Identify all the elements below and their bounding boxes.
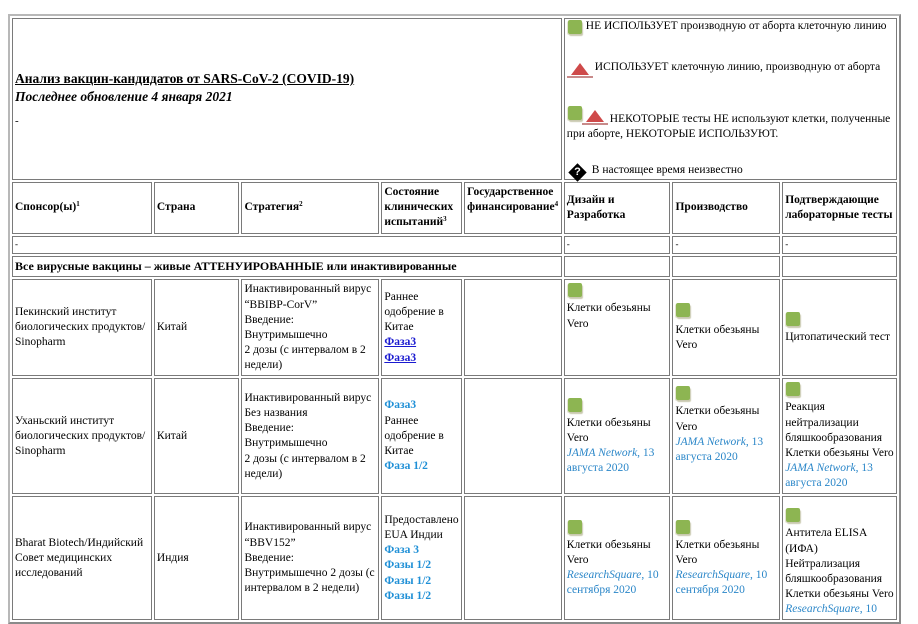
reference-link[interactable]: JAMA Network xyxy=(785,462,856,475)
phase-link[interactable]: Фазы 1/2 xyxy=(384,589,432,602)
table-row xyxy=(12,496,897,620)
reference-link[interactable]: JAMA Network xyxy=(675,435,746,448)
spacer-cell: - xyxy=(564,236,671,254)
reference-link[interactable]: ResearchSquare xyxy=(675,568,750,581)
spacer-cell: - xyxy=(12,236,562,254)
vaccine-analysis-table xyxy=(8,14,901,624)
green-square-icon xyxy=(676,520,690,534)
column-header-lab-tests: Подтверждающие лабораторные тесты xyxy=(782,182,897,234)
table-row xyxy=(12,378,897,494)
page-title: Анализ вакцин-кандидатов от SARS-CoV-2 (COVID-19) xyxy=(15,70,355,86)
funding-cell xyxy=(464,378,562,494)
lab-tests-cell: Антитела ELISA (ИФА) Нейтрализация бляшкообразования Клетки обезьяны Vero ResearchSquare, 10 xyxy=(782,496,897,620)
red-triangle-icon xyxy=(586,110,604,122)
trial-status-cell: Раннее одобрение в Китае Фаза3 Фаза3 xyxy=(381,279,462,376)
last-updated: Последнее обновление 4 января 2021 xyxy=(15,88,233,104)
title-row xyxy=(12,18,897,180)
production-cell: Клетки обезьяны Vero JAMA Network, 13 августа 2020 xyxy=(672,378,780,494)
phase-link[interactable]: Фаза3 xyxy=(384,336,417,349)
reference-link[interactable]: ResearchSquare xyxy=(566,568,642,581)
sponsor-cell: Пекинский институт биологических продуктов/ Sinopharm xyxy=(12,279,152,376)
reference-link[interactable]: ResearchSquare xyxy=(785,603,860,616)
green-square-icon xyxy=(676,386,690,400)
title-cell xyxy=(12,18,562,180)
green-square-icon xyxy=(568,106,582,120)
phase-link[interactable]: Фаза3 xyxy=(384,351,417,364)
lab-tests-cell: Реакция нейтрализации бляшкообразования Клетки обезьяны Vero JAMA Network, 13 августа 2020 xyxy=(782,378,897,494)
dash: - xyxy=(15,114,19,127)
legend-item-some: НЕКОТОРЫЕ тесты НЕ используют клетки, полученные при аборте, НЕКОТОРЫЕ ИСПОЛЬЗУЮТ. xyxy=(567,105,894,142)
strategy-cell: Инактивированный вирус Без названия Введение: Внутримышечно 2 дозы (с интервалом в 2 недели) xyxy=(241,378,379,494)
funding-cell xyxy=(464,496,562,620)
green-square-icon xyxy=(568,398,582,412)
column-header-strategy: Стратегия$^2$ xyxy=(241,182,379,234)
trial-status-cell: Предоставлено EUA Индии Фаза 3 Фазы 1/2 Фазы 1/2 Фазы 1/2 xyxy=(381,496,462,620)
phase-link[interactable]: Фаза 3 xyxy=(384,544,419,557)
section-row xyxy=(12,256,897,278)
design-cell: Клетки обезьяны Vero JAMA Network, 13 августа 2020 xyxy=(564,378,671,494)
table-row xyxy=(12,279,897,376)
column-header-design: Дизайн и Разработка xyxy=(564,182,671,234)
legend xyxy=(564,18,897,180)
phase-link[interactable]: Фаза 1/2 xyxy=(384,460,428,473)
column-header-production: Производство xyxy=(672,182,780,234)
phase-link[interactable]: Фазы 1/2 xyxy=(384,559,432,572)
legend-item-not-uses: НЕ ИСПОЛЬЗУЕТ производную от аборта клеточную линию xyxy=(567,19,894,38)
sponsor-cell: Bharat Biotech/Индийский Совет медицинских исследований xyxy=(12,496,152,620)
production-cell: Клетки обезьяны Vero xyxy=(672,279,780,376)
legend-item-unknown: ? В настоящее время неизвестно xyxy=(567,163,894,179)
strategy-cell: Инактивированный вирус “BBV152” Введение: Внутримышечно 2 дозы (с интервалом в 2 недели) xyxy=(241,496,379,620)
green-square-icon xyxy=(568,520,582,534)
trial-status-cell: Фаза3 Раннее одобрение в Китае Фаза 1/2 xyxy=(381,378,462,494)
funding-cell xyxy=(464,279,562,376)
reference-link[interactable]: JAMA Network xyxy=(566,446,638,459)
lab-tests-cell: Цитопатический тест xyxy=(782,279,897,376)
empty-cell xyxy=(672,256,780,278)
green-square-icon xyxy=(568,20,582,34)
country-cell: Китай xyxy=(154,378,240,494)
country-cell: Индия xyxy=(154,496,240,620)
green-square-icon xyxy=(786,312,800,326)
production-cell: Клетки обезьяны Vero ResearchSquare, 10 сентября 2020 xyxy=(672,496,780,620)
column-header-funding: Государственное финансирование$^4$ xyxy=(464,182,562,234)
design-cell: Клетки обезьяны Vero xyxy=(564,279,671,376)
spacer-cell: - xyxy=(672,236,780,254)
green-square-icon xyxy=(568,283,582,297)
empty-cell xyxy=(782,256,897,278)
sponsor-cell: Уханьский институт биологических продуктов/ Sinopharm xyxy=(12,378,152,494)
phase-link[interactable]: Фаза3 xyxy=(384,399,417,412)
section-heading: Все вирусные вакцины – живые АТТЕНУИРОВАННЫЕ или инактивированные xyxy=(12,256,562,278)
country-cell: Китай xyxy=(154,279,240,376)
red-triangle-icon xyxy=(571,63,589,75)
green-square-icon xyxy=(786,508,800,522)
column-header-sponsor: $Спонсор(ы)^1$ xyxy=(12,182,152,234)
spacer-cell: - xyxy=(782,236,897,254)
spacer-row xyxy=(12,236,897,254)
design-cell: Клетки обезьяны Vero ResearchSquare, 10 сентября 2020 xyxy=(564,496,671,620)
column-header-trial-status: Состояние клинических испытаний$^3$ xyxy=(381,182,462,234)
legend-item-uses: ИСПОЛЬЗУЕТ клеточную линию, производную от аборта xyxy=(567,60,894,75)
question-diamond-icon: ? xyxy=(568,163,586,181)
column-header-country: Страна xyxy=(154,182,240,234)
empty-cell xyxy=(564,256,671,278)
strategy-cell: Инактивированный вирус “BBIBP-CorV” Введение: Внутримышечно 2 дозы (с интервалом в 2 недели) xyxy=(241,279,379,376)
green-square-icon xyxy=(676,303,690,317)
header-row xyxy=(12,182,897,234)
phase-link[interactable]: Фазы 1/2 xyxy=(384,574,432,587)
green-square-icon xyxy=(786,382,800,396)
